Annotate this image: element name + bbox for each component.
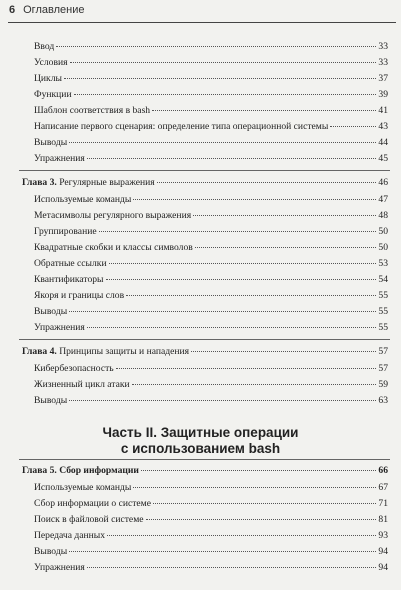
dot-leader — [109, 263, 377, 264]
entry-title: Поиск в файловой системе — [34, 514, 144, 525]
toc-entry — [34, 562, 388, 573]
dot-leader — [74, 94, 377, 95]
toc-entry — [34, 121, 388, 132]
running-head — [9, 4, 84, 16]
chapter-name: Сбор информации — [59, 465, 139, 476]
entry-title: Квадратные скобки и классы символов — [34, 242, 193, 253]
chapter-heading — [22, 177, 388, 188]
entry-title: Используемые команды — [34, 482, 132, 493]
toc-entry — [34, 306, 388, 317]
toc-entry — [34, 322, 388, 333]
toc-entry — [34, 226, 388, 237]
chapter-name: Регулярные выражения — [59, 177, 155, 188]
entry-title: Жизненный цикл атаки — [34, 379, 130, 390]
dot-leader — [133, 199, 376, 200]
running-title: Оглавление — [23, 4, 85, 16]
entry-title: Упражнения — [34, 322, 85, 333]
entry-title: Выводы — [34, 137, 68, 148]
dot-leader — [87, 567, 377, 568]
toc-entry — [34, 258, 388, 269]
chapter-number: Глава 5. — [22, 465, 57, 476]
chapter-page: 57 — [378, 346, 388, 357]
entry-title: Кибербезопасность — [34, 363, 114, 374]
dot-leader — [126, 295, 376, 296]
toc-entry — [34, 290, 388, 301]
entry-page: 39 — [378, 89, 388, 100]
entry-title: Передача данных — [34, 530, 106, 541]
dot-leader — [69, 142, 376, 143]
dot-leader — [107, 535, 376, 536]
toc-entry — [34, 530, 388, 541]
dot-leader — [152, 110, 376, 111]
toc-entry — [34, 482, 388, 493]
dot-leader — [70, 62, 377, 63]
toc-entry — [34, 105, 388, 116]
toc-entry — [34, 57, 388, 68]
entry-page: 71 — [378, 498, 388, 509]
toc-entry — [34, 546, 388, 557]
entry-title: Сбор информации о системе — [34, 498, 152, 509]
page-number: 6 — [9, 4, 16, 16]
entry-title: Условия — [34, 57, 68, 68]
chapter-title — [22, 177, 155, 188]
part-title-line2: с использованием bash — [120, 441, 281, 456]
entry-page: 43 — [378, 121, 388, 132]
dot-leader — [153, 503, 376, 504]
entry-title: Выводы — [34, 306, 68, 317]
dot-leader — [56, 46, 376, 47]
chapter-page: 66 — [378, 465, 388, 476]
toc-entry — [34, 514, 388, 525]
dot-leader — [116, 368, 377, 369]
dot-leader — [64, 78, 376, 79]
dot-leader — [69, 551, 376, 552]
dot-leader — [133, 487, 376, 488]
entry-page: 57 — [378, 363, 388, 374]
entry-page: 93 — [378, 530, 388, 541]
entry-page: 67 — [378, 482, 388, 493]
entry-page: 50 — [378, 242, 388, 253]
entry-page: 33 — [378, 57, 388, 68]
toc-entry — [34, 498, 388, 509]
toc-entry — [34, 137, 388, 148]
entry-page: 41 — [378, 105, 388, 116]
entry-title: Циклы — [34, 73, 62, 84]
entry-title: Упражнения — [34, 562, 85, 573]
toc-entry — [34, 194, 388, 205]
entry-title: Якоря и границы слов — [34, 290, 125, 301]
dot-leader — [193, 215, 376, 216]
toc-entry — [34, 242, 388, 253]
entry-page: 55 — [378, 306, 388, 317]
part-heading — [0, 425, 401, 457]
chapter-heading — [22, 346, 388, 357]
entry-title: Функции — [34, 89, 72, 100]
dot-leader — [191, 351, 376, 352]
entry-page: 44 — [378, 137, 388, 148]
toc-entry — [34, 379, 388, 390]
entry-page: 54 — [378, 274, 388, 285]
dot-leader — [99, 231, 377, 232]
chapter-heading — [22, 465, 388, 476]
dot-leader — [69, 311, 376, 312]
dot-leader — [87, 327, 377, 328]
entry-page: 47 — [378, 194, 388, 205]
dot-leader — [69, 400, 376, 401]
toc-entry — [34, 210, 388, 221]
entry-title: Группирование — [34, 226, 97, 237]
entry-page: 55 — [378, 290, 388, 301]
entry-title: Шаблон соответствия в bash — [34, 105, 151, 116]
dot-leader — [106, 279, 377, 280]
part-title-line1: Часть II. Защитные операции — [102, 425, 299, 440]
entry-page: 45 — [378, 153, 388, 164]
chapter-page: 46 — [378, 177, 388, 188]
entry-title: Написание первого сценария: определение типа операционной системы — [34, 121, 329, 132]
toc-entry — [34, 89, 388, 100]
chapter-number: Глава 4. — [22, 346, 57, 357]
dot-leader — [132, 384, 377, 385]
entry-title: Используемые команды — [34, 194, 132, 205]
entry-page: 59 — [378, 379, 388, 390]
dot-leader — [330, 126, 376, 127]
dot-leader — [87, 158, 377, 159]
toc-entry — [34, 41, 388, 52]
entry-page: 94 — [378, 562, 388, 573]
entry-page: 55 — [378, 322, 388, 333]
toc-entry — [34, 395, 388, 406]
dot-leader — [195, 247, 377, 248]
entry-page: 37 — [378, 73, 388, 84]
dot-leader — [157, 182, 377, 183]
dot-leader — [141, 470, 376, 471]
chapter-title — [22, 465, 139, 476]
entry-title: Ввод — [34, 41, 55, 52]
entry-title: Квантификаторы — [34, 274, 104, 285]
section-rule — [19, 170, 390, 171]
toc-entry — [34, 73, 388, 84]
chapter-name: Принципы защиты и нападения — [59, 346, 190, 357]
entry-page: 81 — [378, 514, 388, 525]
chapter-number: Глава 3. — [22, 177, 57, 188]
entry-title: Упражнения — [34, 153, 85, 164]
entry-title: Выводы — [34, 546, 68, 557]
entry-page: 33 — [378, 41, 388, 52]
section-rule — [19, 339, 390, 340]
chapter-title — [22, 346, 189, 357]
entry-page: 50 — [378, 226, 388, 237]
section-rule — [19, 459, 390, 460]
toc-entry — [34, 153, 388, 164]
entry-title: Метасимволы регулярного выражения — [34, 210, 192, 221]
header-rule — [8, 22, 396, 23]
entry-title: Выводы — [34, 395, 68, 406]
dot-leader — [146, 519, 377, 520]
entry-page: 48 — [378, 210, 388, 221]
entry-page: 63 — [378, 395, 388, 406]
entry-page: 53 — [378, 258, 388, 269]
entry-title: Обратные ссылки — [34, 258, 107, 269]
toc-entry — [34, 363, 388, 374]
toc-entry — [34, 274, 388, 285]
entry-page: 94 — [378, 546, 388, 557]
